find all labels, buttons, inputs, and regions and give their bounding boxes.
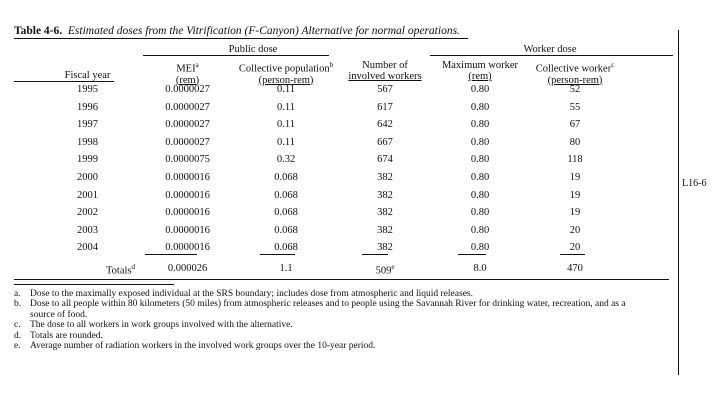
margin-note: L16-6: [682, 178, 707, 189]
collective-worker-cell: 52: [569, 84, 581, 95]
footnote: [14, 299, 626, 309]
involved-workers-cell: 382: [377, 189, 393, 201]
collective-worker-cell: 80: [569, 136, 581, 148]
footnote: [14, 331, 103, 341]
footnote-mark: e.: [14, 341, 21, 351]
fiscal-year-cell: 1997: [77, 119, 98, 131]
col-header-collective-population-unit: (person-rem): [258, 74, 314, 86]
footnote-rule: [14, 284, 174, 285]
col-header-collective-worker: Collective worker$^c$ (person-rem): [535, 61, 615, 86]
group-worker-dose: Worker dose: [523, 44, 577, 55]
collective-population-cell: 0.068: [274, 224, 298, 236]
mei-cell: 0.0000016: [165, 242, 210, 254]
max-worker-cell: 0.80: [470, 189, 490, 201]
footnote: [14, 341, 375, 351]
mei-cell: 0.0000016: [165, 224, 210, 236]
fiscal-year-cell: 2002: [77, 207, 98, 219]
collective-worker-cell: 19: [569, 189, 581, 201]
fiscal-year-cell: 2003: [77, 224, 98, 236]
involved-workers-cell: 617: [377, 101, 393, 113]
collective-population-cell: 0.11: [277, 119, 295, 131]
involved-workers-cell: 667: [377, 136, 393, 148]
mei-cell: 0.0000016: [165, 172, 210, 183]
footnote-mark: b.: [14, 299, 22, 310]
involved-workers-cell: 382: [377, 172, 393, 183]
max-worker-cell: 0.80: [470, 84, 490, 95]
footnote-mark: d.: [14, 330, 22, 341]
footnote: [14, 310, 87, 320]
col-header-involved-workers: Number of involved workers: [348, 60, 422, 82]
fiscal-year-cell: 1998: [77, 136, 98, 148]
mei-cell: 0.0000027: [165, 136, 210, 148]
collective-worker-cell: 67: [569, 119, 581, 131]
footnote-mark: c.: [14, 320, 21, 331]
pop-total-rule: [260, 254, 295, 255]
collective-worker-cell: 19: [569, 207, 581, 219]
collective-worker-cell: 20: [569, 242, 581, 254]
group-public-dose: Public dose: [228, 44, 278, 55]
collective-worker-cell: 118: [567, 154, 583, 166]
collective-population-cell: 0.11: [277, 84, 295, 95]
totals-collective-worker: 470: [567, 263, 583, 274]
max-worker-cell: 0.80: [470, 172, 490, 183]
totals-involved-workers: 509e: [375, 263, 395, 277]
fiscal-year-cell: 2004: [77, 242, 98, 254]
collective-worker-cell: 20: [569, 224, 581, 236]
col-header-max-worker: Maximum worker (rem): [441, 60, 519, 82]
change-bar: [678, 30, 679, 375]
workers-total-rule: [362, 254, 388, 255]
footnote: [14, 320, 293, 330]
mei-cell: 0.0000016: [165, 207, 210, 219]
fiscal-year-cell: 2000: [77, 172, 98, 183]
involved-workers-cell: 567: [377, 84, 393, 95]
footnote-text: Dose to the maximally exposed individual at the SRS boundary; includes dose from atmospheric and liquid releases.: [30, 289, 473, 299]
mei-cell: 0.0000016: [165, 189, 210, 201]
totals-max-worker: 8.0: [473, 263, 487, 274]
title-underline: [14, 38, 468, 39]
mei-total-rule: [145, 254, 197, 255]
collective-population-cell: 0.11: [277, 136, 295, 148]
collective-population-cell: 0.32: [276, 154, 296, 166]
max-worker-cell: 0.80: [470, 136, 490, 148]
max-worker-cell: 0.80: [470, 101, 490, 113]
collective-population-cell: 0.068: [274, 172, 298, 183]
mei-cell: 0.0000027: [165, 101, 210, 113]
collective-total-rule: [560, 254, 585, 255]
public-group-rule: [143, 55, 329, 56]
footnote-text: The dose to all workers in work groups involved with the alternative.: [30, 320, 293, 331]
collective-worker-cell: 55: [569, 101, 581, 113]
fiscal-year-cell: 1999: [77, 154, 98, 166]
footnote-text: Dose to all people within 80 kilometers (50 miles) from atmospheric releases and to people using the Savannah River for drinking water, recreation, and as a: [30, 299, 626, 310]
table-title-label: Table 4-6.: [14, 25, 63, 37]
involved-workers-cell: 674: [377, 154, 393, 166]
table-title: [14, 25, 460, 37]
totals-mei: 0.000026: [167, 263, 208, 274]
col-header-fiscal-year: Fiscal year: [64, 70, 111, 81]
table-bottom-rule: [14, 279, 669, 280]
totals-collective-population: 1.1: [279, 263, 293, 274]
footnote: [14, 289, 473, 299]
fiscal-year-cell: 1996: [77, 101, 98, 113]
mei-cell: 0.0000027: [165, 119, 210, 131]
collective-population-cell: 0.068: [274, 207, 298, 219]
totals-label: Totals$^d$: [105, 263, 135, 277]
fiscal-year-cell: 2001: [77, 189, 98, 201]
max-worker-cell: 0.80: [470, 207, 490, 219]
fiscal-year-cell: 1995: [77, 84, 98, 95]
footnote-text: source of food.: [30, 309, 88, 320]
footnote-mark: a.: [14, 289, 21, 299]
max-worker-cell: 0.80: [470, 242, 490, 254]
col-header-mei: MEI$^a$ (rem): [175, 61, 200, 86]
col-header-mei-unit: (rem): [175, 74, 200, 86]
involved-workers-cell: 382: [377, 207, 393, 219]
max-worker-cell: 0.80: [470, 224, 490, 236]
involved-workers-cell: 382: [377, 224, 393, 236]
mei-cell: 0.0000075: [165, 154, 210, 166]
collective-population-cell: 0.068: [274, 189, 298, 201]
max-worker-cell: 0.80: [470, 154, 490, 166]
worker-group-rule: [430, 55, 673, 56]
footnote-text: Totals are rounded.: [30, 330, 103, 341]
footnote-text: Average number of radiation workers in the involved work groups over the 10-year period.: [30, 341, 376, 351]
max-worker-cell: 0.80: [470, 119, 490, 131]
involved-workers-cell: 382: [377, 242, 393, 254]
mei-cell: 0.0000027: [165, 84, 210, 95]
fiscal-year-header-rule: [14, 81, 114, 82]
collective-population-cell: 0.11: [277, 101, 295, 113]
collective-worker-cell: 19: [569, 172, 581, 183]
col-header-collective-population: Collective population$^b$ (person-rem): [238, 61, 334, 86]
collective-population-cell: 0.068: [274, 242, 298, 254]
involved-workers-cell: 642: [377, 119, 393, 131]
table-title-text: Estimated doses from the Vitrification (F-Canyon) Alternative for normal operations.: [67, 25, 460, 37]
max-total-rule: [458, 254, 486, 255]
